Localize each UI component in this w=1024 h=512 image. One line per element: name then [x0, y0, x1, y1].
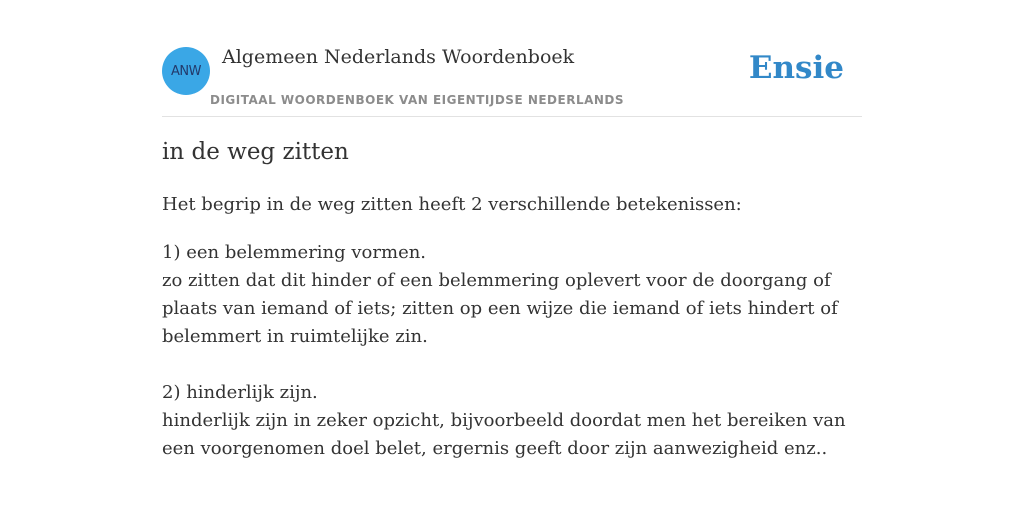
meaning-definition: zo zitten dat dit hinder of een belemmering oplevert voor de doorgang of plaats van iemand of iets; zitten op een wijze die iemand of iets hindert of belemmert in ruimtelijke zin.: [162, 270, 838, 347]
meaning-item: [162, 379, 862, 463]
site-title[interactable]: Algemeen Nederlands Woordenboek: [222, 46, 575, 68]
meaning-definition: hinderlijk zijn in zeker opzicht, bijvoorbeeld doordat men het bereiken van een voorgenomen doel belet, ergernis geeft door zijn aanwezigheid enz..: [162, 410, 846, 459]
site-header: [162, 40, 862, 117]
entry-intro: Het begrip in de weg zitten heeft 2 verschillende betekenissen:: [162, 194, 742, 215]
ensie-brand-logo[interactable]: Ensie: [748, 50, 844, 86]
anw-logo[interactable]: ANW: [162, 47, 210, 95]
meanings-list: [162, 239, 862, 491]
meaning-heading: 2) hinderlijk zijn.: [162, 382, 318, 403]
meaning-item: [162, 239, 862, 351]
site-subtitle: DIGITAAL WOORDENBOEK VAN EIGENTIJDSE NEDERLANDS: [210, 93, 625, 107]
meaning-heading: 1) een belemmering vormen.: [162, 242, 427, 263]
entry-term: in de weg zitten: [162, 139, 349, 165]
